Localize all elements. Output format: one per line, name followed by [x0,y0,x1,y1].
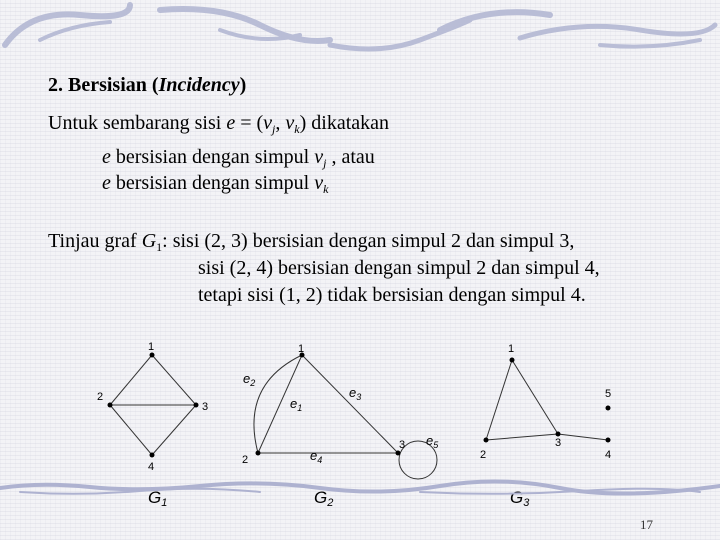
definition-case-2: e bersisian dengan simpul $v_k$ [102,172,329,196]
g1-label-3: 3 [202,401,209,413]
g2-edge-label-e4: $e_4$ [310,448,323,465]
g2-vertex-3 [396,451,401,456]
g1-label-1: 1 [148,341,155,353]
g2-caption: G2 [314,488,334,509]
g3-vertex-2 [484,438,489,443]
g3-label-3: 3 [555,437,562,449]
g2-edge-label-e5: $e_5$ [426,433,439,450]
definition-case-1: e bersisian dengan simpul $v_j$ , atau [102,146,375,170]
g3-label-1: 1 [508,343,515,355]
g1-label-2: 2 [97,391,104,403]
g2-edge-label-e2: $e_2$ [243,371,256,388]
g1-vertex-3 [194,403,199,408]
decorative-header-band [0,0,720,60]
example-line-1: Tinjau graf $G_1$: sisi (2, 3) bersisian dengan simpul 2 dan simpul 3, [48,230,575,254]
g3-label-5: 5 [605,388,612,400]
g2-edge-label-e1: $e_1$ [290,396,303,413]
g2-label-1: 1 [298,343,305,355]
g3-vertex-3 [556,432,561,437]
g3-label-4: 4 [605,449,612,461]
definition-intro: Untuk sembarang sisi $e = (v_j$, $v_k$) dikatakan [48,112,390,136]
example-line-2: sisi (2, 4) bersisian dengan simpul 2 dan simpul 4, [198,257,600,279]
g3-vertex-4 [606,438,611,443]
g3-label-2: 2 [480,449,487,461]
g1-vertex-2 [108,403,113,408]
page-number: 17 [640,517,653,532]
g2-vertex-2 [256,451,261,456]
g3-caption: G3 [510,488,530,509]
g2-edge-label-e3: $e_3$ [349,385,362,402]
g1-vertex-4 [150,453,155,458]
g1-vertex-1 [150,353,155,358]
g1-caption: G1 [148,488,168,509]
example-line-3: tetapi sisi (1, 2) tidak bersisian dengan simpul 4. [198,284,586,306]
g3-vertex-1 [510,358,515,363]
decorative-footer-band [0,478,720,498]
g3-vertex-5 [606,406,611,411]
g2-label-2: 2 [242,454,249,466]
g2-label-3: 3 [399,439,406,451]
slide-title: 2. Bersisian (Incidency) [48,74,247,96]
g1-label-4: 4 [148,461,155,473]
